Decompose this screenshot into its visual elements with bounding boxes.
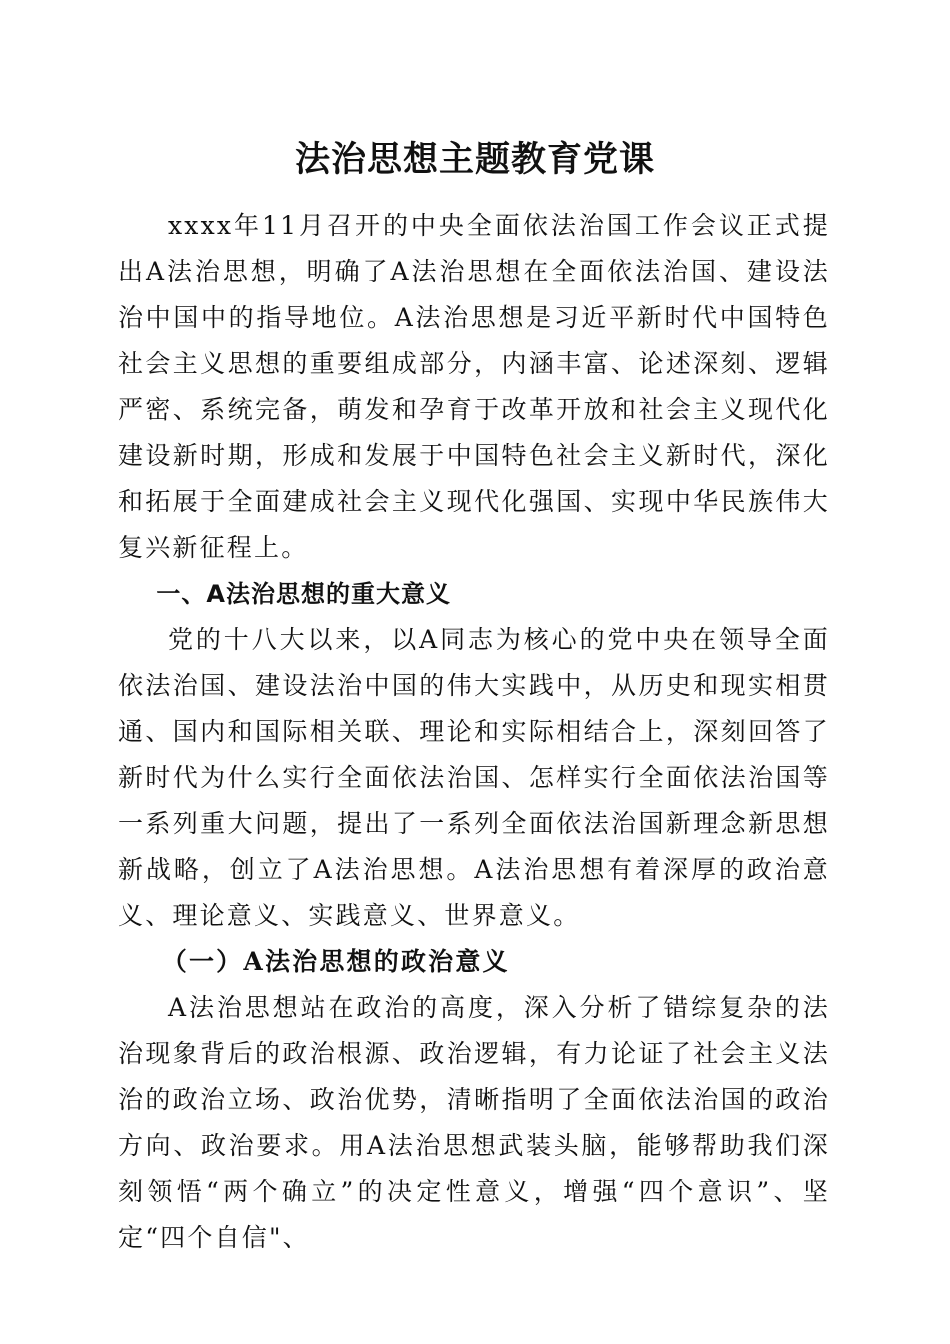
subsection-1-paragraph: A法治思想站在政治的高度，深入分析了错综复杂的法治现象背后的政治根源、政治逻辑，有力论证了社会主义法治的政治立场、政治优势，清晰指明了全面依法治国的政治方向、政治要求。用A法治思想武装头脑，能够帮助我们深刻领悟“两个确立”的决定性意义，增强“四个意识”、坚定“四个自信"、 xyxy=(118,993,830,1252)
subsection-1-heading: （一）A法治思想的政治意义 xyxy=(161,947,510,976)
intro-paragraph: xxxx年11月召开的中央全面依法治国工作会议正式提出A法治思想，明确了A法治思想在全面依法治国、建设法治中国中的指导地位。A法治思想是习近平新时代中国特色社会主义思想的重要组成部分，内涵丰富、论述深刻、逻辑严密、系统完备，萌发和孕育于改革开放和社会主义现代化建设新时期，形成和发展于中国特色社会主义新时代，深化和拓展于全面建成社会主义现代化强国、实现中华民族伟大复兴新征程上。 xyxy=(118,211,830,562)
document-title: 法治思想主题教育党课 xyxy=(294,139,655,180)
section-1-paragraph: 党的十八大以来，以A同志为核心的党中央在领导全面依法治国、建设法治中国的伟大实践中，从历史和现实相贯通、国内和国际相关联、理论和实际相结合上，深刻回答了新时代为什么实行全面依法治国、怎样实行全面依法治国等一系列重大问题，提出了一系列全面依法治国新理念新思想新战略，创立了A法治思想。A法治思想有着深厚的政治意义、理论意义、实践意义、世界意义。 xyxy=(118,625,830,930)
section-1-heading: 一、A法治思想的重大意义 xyxy=(156,580,451,608)
document-body xyxy=(118,203,830,1261)
